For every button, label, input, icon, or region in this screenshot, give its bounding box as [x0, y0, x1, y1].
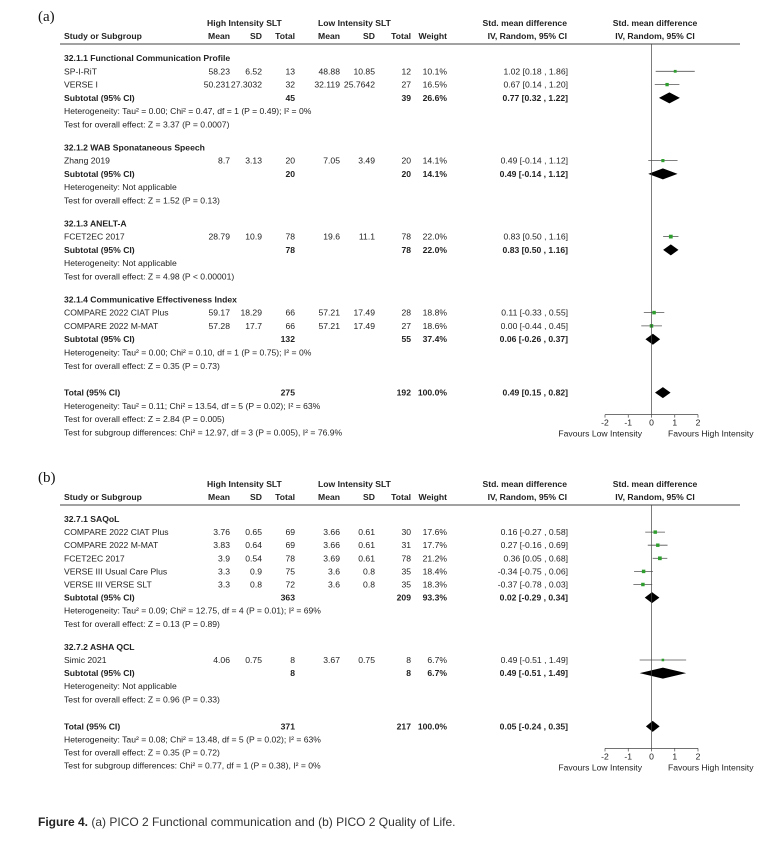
- cell-weight: 10.1%: [422, 66, 447, 77]
- study-square: [654, 530, 657, 533]
- cell-sd-high: 18.29: [240, 307, 262, 318]
- cell-weight: 17.6%: [422, 527, 447, 538]
- favours-low-label: Favours Low Intensity: [558, 762, 642, 773]
- cell-sd-high: 6.52: [245, 66, 262, 77]
- panel-label: (a): [38, 9, 55, 25]
- cell-weight: 18.6%: [422, 320, 447, 331]
- subtotal-diamond: [640, 668, 687, 679]
- cell-mean-low: 3.66: [323, 540, 340, 551]
- subgroup-note: Test for overall effect: Z = 1.52 (P = 0.13): [64, 195, 220, 206]
- cell-mean-low: 48.88: [318, 66, 340, 77]
- cell-mean-high: 50.231: [203, 79, 230, 90]
- subtotal-weight: 93.3%: [422, 592, 447, 603]
- cell-total-high: 13: [285, 66, 295, 77]
- total-weight: 100.0%: [417, 387, 447, 398]
- cell-mean-high: 59.17: [208, 307, 230, 318]
- cell-mean-high: 4.06: [213, 655, 230, 665]
- study-square: [641, 583, 644, 586]
- cell-sd-high: 3.13: [245, 155, 262, 166]
- subgroup-note: Test for overall effect: Z = 0.96 (P = 0.33): [64, 694, 220, 705]
- x-axis-tick-label: -1: [624, 417, 633, 428]
- cell-weight: 17.7%: [422, 540, 447, 551]
- cell-ci: 0.49 [-0.14 , 1.12]: [500, 155, 568, 166]
- cell-sd-low: 3.49: [358, 155, 375, 166]
- header-col: Mean: [318, 31, 340, 41]
- favours-high-label: Favours High Intensity: [668, 762, 754, 773]
- favours-low-label: Favours Low Intensity: [558, 428, 642, 439]
- cell-sd-high: 0.8: [250, 579, 262, 590]
- cell-total-low: 12: [401, 66, 411, 77]
- study-name: VERSE I: [64, 79, 98, 90]
- cell-mean-high: 3.76: [213, 527, 230, 538]
- cell-mean-low: 32.119: [314, 79, 340, 90]
- cell-mean-high: 8.7: [218, 155, 230, 166]
- cell-mean-low: 3.6: [328, 566, 340, 577]
- cell-total-high: 32: [285, 79, 295, 90]
- subgroup-note: Test for overall effect: Z = 3.37 (P = 0.0007): [64, 119, 230, 130]
- cell-ci: 0.16 [-0.27 , 0.58]: [500, 527, 568, 538]
- header-col: Total: [391, 492, 411, 502]
- subgroup-note: Test for overall effect: Z = 4.98 (P < 0.00001): [64, 271, 235, 282]
- cell-ci: 0.36 [0.05 , 0.68]: [503, 553, 568, 564]
- x-axis-tick-label: -2: [601, 417, 609, 428]
- study-name: FCET2EC 2017: [64, 553, 125, 564]
- cell-total-high: 69: [285, 540, 295, 551]
- cell-mean-low: 3.69: [323, 553, 340, 564]
- cell-mean-high: 57.28: [208, 320, 230, 331]
- subgroup-note: Heterogeneity: Not applicable: [64, 258, 177, 269]
- study-name: Simic 2021: [64, 655, 107, 665]
- subtotal-label: Subtotal (95% CI): [64, 92, 135, 103]
- header-col: Weight: [418, 492, 447, 502]
- total-note: Heterogeneity: Tau² = 0.11; Chi² = 13.54, df = 5 (P = 0.02); I² = 63%: [64, 400, 321, 411]
- cell-total-high: 66: [285, 307, 295, 318]
- cell-ci: 0.49 [-0.51 , 1.49]: [500, 655, 568, 665]
- cell-sd-low: 0.61: [358, 553, 375, 564]
- figure-caption: [38, 815, 456, 829]
- study-name: COMPARE 2022 CIAT Plus: [64, 527, 169, 538]
- x-axis-tick-label: 2: [695, 751, 701, 762]
- cell-sd-high: 27.3032: [230, 79, 262, 90]
- cell-weight: 18.3%: [422, 579, 447, 590]
- header-study: Study or Subgroup: [64, 492, 142, 502]
- cell-sd-high: 0.75: [245, 655, 262, 665]
- cell-mean-high: 3.3: [218, 579, 230, 590]
- subtotal-weight: 14.1%: [422, 168, 447, 179]
- cell-ci: -0.34 [-0.75 , 0.06]: [497, 566, 568, 577]
- cell-sd-low: 11.1: [358, 231, 375, 242]
- total-total-high: 275: [280, 387, 295, 398]
- study-name: VERSE III Usual Care Plus: [64, 566, 168, 577]
- subtotal-ci: 0.77 [0.32 , 1.22]: [502, 92, 568, 103]
- header-col: Mean: [208, 31, 230, 41]
- header-study: Study or Subgroup: [64, 31, 142, 41]
- subtotal-total-low: 55: [401, 334, 411, 345]
- total-total-low: 217: [396, 721, 411, 732]
- cell-total-low: 35: [401, 566, 411, 577]
- subtotal-total-low: 78: [401, 244, 411, 255]
- subtotal-weight: 6.7%: [427, 668, 447, 679]
- cell-total-high: 78: [285, 231, 295, 242]
- study-square: [665, 83, 668, 86]
- cell-ci: 0.83 [0.50 , 1.16]: [503, 231, 568, 242]
- study-square: [656, 543, 659, 546]
- cell-sd-high: 17.7: [245, 320, 262, 331]
- subtotal-total-low: 8: [406, 668, 411, 679]
- cell-mean-high: 28.79: [208, 231, 230, 242]
- cell-mean-low: 57.21: [318, 307, 340, 318]
- subtotal-weight: 22.0%: [422, 244, 447, 255]
- cell-sd-low: 0.8: [363, 579, 375, 590]
- subtotal-label: Subtotal (95% CI): [64, 592, 135, 603]
- subgroup-note: Test for overall effect: Z = 0.13 (P = 0.89): [64, 618, 220, 629]
- study-square: [662, 659, 665, 662]
- cell-weight: 6.7%: [427, 655, 447, 665]
- study-square: [658, 556, 662, 560]
- header-high-intensity: High Intensity SLT: [207, 479, 282, 489]
- subtotal-total-low: 20: [401, 168, 411, 179]
- cell-total-low: 20: [401, 155, 411, 166]
- cell-total-low: 28: [401, 307, 411, 318]
- subtotal-total-high: 20: [285, 168, 295, 179]
- subtotal-ci: 0.49 [-0.14 , 1.12]: [499, 168, 568, 179]
- cell-sd-low: 17.49: [353, 320, 375, 331]
- total-diamond: [646, 721, 660, 732]
- subtotal-diamond: [648, 168, 677, 179]
- subtotal-total-high: 78: [285, 244, 295, 255]
- cell-total-high: 8: [290, 655, 295, 665]
- header-col: Weight: [418, 31, 447, 41]
- cell-sd-high: 0.64: [245, 540, 262, 551]
- header-effect: Std. mean difference: [482, 18, 567, 28]
- header-low-intensity: Low Intensity SLT: [318, 18, 391, 28]
- cell-total-low: 35: [401, 579, 411, 590]
- subtotal-ci: 0.02 [-0.29 , 0.34]: [499, 592, 568, 603]
- cell-total-high: 72: [285, 579, 295, 590]
- cell-sd-low: 0.75: [358, 655, 375, 665]
- cell-mean-low: 3.67: [323, 655, 340, 665]
- header-plot: Std. mean difference: [612, 18, 698, 28]
- subgroup-note: Heterogeneity: Not applicable: [64, 681, 177, 692]
- x-axis-tick-label: 1: [672, 751, 678, 762]
- total-note: Test for overall effect: Z = 0.35 (P = 0.72): [64, 747, 220, 758]
- cell-ci: 0.11 [-0.33 , 0.55]: [501, 307, 568, 318]
- cell-mean-low: 19.6: [323, 231, 340, 242]
- subtotal-weight: 37.4%: [422, 334, 447, 345]
- total-note: Heterogeneity: Tau² = 0.08; Chi² = 13.48, df = 5 (P = 0.02); I² = 63%: [64, 734, 321, 745]
- cell-sd-low: 0.8: [363, 566, 375, 577]
- cell-weight: 21.2%: [422, 553, 447, 564]
- subtotal-ci: 0.83 [0.50 , 1.16]: [502, 244, 568, 255]
- header-plot-sub: IV, Random, 95% CI: [615, 492, 695, 502]
- subgroup-title: 32.1.2 WAB Sponataneous Speech: [64, 142, 205, 153]
- subgroup-note: Heterogeneity: Tau² = 0.00; Chi² = 0.47, df = 1 (P = 0.49); I² = 0%: [64, 106, 312, 117]
- subtotal-total-high: 45: [285, 92, 295, 103]
- total-diamond: [655, 387, 671, 398]
- cell-sd-low: 0.61: [358, 527, 375, 538]
- total-weight: 100.0%: [417, 721, 447, 732]
- study-name: SP-I-RiT: [64, 66, 97, 77]
- header-col: Mean: [208, 492, 230, 502]
- header-effect: Std. mean difference: [482, 479, 567, 489]
- header-effect-sub: IV, Random, 95% CI: [487, 31, 567, 41]
- study-name: FCET2EC 2017: [64, 231, 125, 242]
- study-square: [642, 570, 645, 573]
- cell-total-low: 78: [401, 553, 411, 564]
- total-total-high: 371: [280, 721, 295, 732]
- header-plot-sub: IV, Random, 95% CI: [615, 31, 695, 41]
- subtotal-diamond: [645, 334, 660, 345]
- cell-weight: 14.1%: [422, 155, 447, 166]
- header-col: SD: [363, 492, 375, 502]
- study-square: [674, 70, 677, 73]
- header-plot: Std. mean difference: [612, 479, 698, 489]
- header-col: Total: [275, 31, 295, 41]
- cell-mean-high: 58.23: [208, 66, 230, 77]
- subtotal-label: Subtotal (95% CI): [64, 244, 135, 255]
- subtotal-total-high: 132: [280, 334, 295, 345]
- study-name: Zhang 2019: [64, 155, 110, 166]
- cell-ci: 0.67 [0.14 , 1.20]: [503, 79, 568, 90]
- cell-mean-low: 7.05: [323, 155, 340, 166]
- cell-total-low: 27: [401, 320, 411, 331]
- header-high-intensity: High Intensity SLT: [207, 18, 282, 28]
- subgroup-title: 32.1.3 ANELT-A: [64, 218, 127, 229]
- subgroup-title: 32.7.1 SAQoL: [64, 514, 120, 524]
- panel-label: (b): [38, 470, 56, 486]
- cell-weight: 18.4%: [422, 566, 447, 577]
- caption-text: (a) PICO 2 Functional communication and (b) PICO 2 Quality of Life.: [91, 815, 456, 829]
- cell-mean-high: 3.9: [218, 553, 230, 564]
- favours-high-label: Favours High Intensity: [668, 428, 754, 439]
- total-ci: 0.05 [-0.24 , 0.35]: [499, 721, 568, 732]
- study-name: COMPARE 2022 M-MAT: [64, 320, 159, 331]
- cell-total-high: 69: [285, 527, 295, 538]
- study-name: COMPARE 2022 M-MAT: [64, 540, 159, 551]
- total-total-low: 192: [396, 387, 411, 398]
- subtotal-label: Subtotal (95% CI): [64, 668, 135, 679]
- header-effect-sub: IV, Random, 95% CI: [487, 492, 567, 502]
- cell-total-low: 31: [401, 540, 411, 551]
- cell-sd-low: 0.61: [358, 540, 375, 551]
- cell-mean-low: 3.66: [323, 527, 340, 538]
- subtotal-diamond: [645, 592, 660, 603]
- cell-total-high: 78: [285, 553, 295, 564]
- subgroup-note: Heterogeneity: Tau² = 0.09; Chi² = 12.75, df = 4 (P = 0.01); I² = 69%: [64, 605, 321, 616]
- header-col: Mean: [318, 492, 340, 502]
- header-col: Total: [391, 31, 411, 41]
- cell-sd-low: 10.85: [353, 66, 375, 77]
- cell-sd-high: 0.9: [250, 566, 262, 577]
- total-note: Test for subgroup differences: Chi² = 0.77, df = 1 (P = 0.38), I² = 0%: [64, 760, 321, 771]
- subtotal-weight: 26.6%: [422, 92, 447, 103]
- cell-ci: 0.00 [-0.44 , 0.45]: [500, 320, 568, 331]
- cell-sd-high: 0.65: [245, 527, 262, 538]
- subtotal-diamond: [663, 244, 678, 255]
- subgroup-note: Heterogeneity: Not applicable: [64, 182, 177, 193]
- subtotal-total-high: 363: [280, 592, 295, 603]
- cell-sd-low: 17.49: [353, 307, 375, 318]
- header-low-intensity: Low Intensity SLT: [318, 479, 391, 489]
- subgroup-title: 32.1.1 Functional Communication Profile: [64, 53, 231, 63]
- cell-sd-low: 25.7642: [343, 79, 375, 90]
- x-axis-tick-label: 0: [649, 751, 654, 762]
- header-col: SD: [250, 492, 262, 502]
- cell-sd-high: 0.54: [245, 553, 262, 564]
- subtotal-total-high: 8: [290, 668, 295, 679]
- x-axis-tick-label: 2: [695, 417, 701, 428]
- x-axis-tick-label: 1: [672, 417, 678, 428]
- header-col: Total: [275, 492, 295, 502]
- cell-total-high: 66: [285, 320, 295, 331]
- cell-mean-low: 57.21: [318, 320, 340, 331]
- caption-label: Figure 4.: [38, 815, 89, 829]
- subtotal-ci: 0.06 [-0.26 , 0.37]: [499, 334, 568, 345]
- cell-total-high: 75: [285, 566, 295, 577]
- subtotal-total-low: 209: [396, 592, 411, 603]
- cell-total-low: 30: [401, 527, 411, 538]
- total-label: Total (95% CI): [64, 387, 121, 398]
- study-square: [669, 235, 673, 239]
- subtotal-total-low: 39: [401, 92, 411, 103]
- cell-ci: -0.37 [-0.78 , 0.03]: [497, 579, 568, 590]
- total-note: Test for subgroup differences: Chi² = 12.97, df = 3 (P = 0.005), I² = 76.9%: [64, 427, 343, 438]
- total-ci: 0.49 [0.15 , 0.82]: [502, 387, 568, 398]
- cell-mean-low: 3.6: [328, 579, 340, 590]
- study-name: VERSE III VERSE SLT: [64, 579, 152, 590]
- study-name: COMPARE 2022 CIAT Plus: [64, 307, 169, 318]
- cell-weight: 18.8%: [422, 307, 447, 318]
- header-col: SD: [250, 31, 262, 41]
- cell-ci: 0.27 [-0.16 , 0.69]: [500, 540, 568, 551]
- subgroup-title: 32.1.4 Communicative Effectiveness Index: [64, 294, 237, 305]
- cell-ci: 1.02 [0.18 , 1.86]: [503, 66, 568, 77]
- subtotal-label: Subtotal (95% CI): [64, 334, 135, 345]
- cell-sd-high: 10.9: [245, 231, 262, 242]
- subtotal-label: Subtotal (95% CI): [64, 168, 135, 179]
- x-axis-tick-label: 0: [649, 417, 654, 428]
- total-note: Test for overall effect: Z = 2.84 (P = 0.005): [64, 414, 225, 425]
- subtotal-ci: 0.49 [-0.51 , 1.49]: [499, 668, 568, 679]
- cell-weight: 16.5%: [422, 79, 447, 90]
- x-axis-tick-label: -2: [601, 751, 609, 762]
- cell-total-low: 8: [406, 655, 411, 665]
- cell-mean-high: 3.83: [213, 540, 230, 551]
- subgroup-title: 32.7.2 ASHA QCL: [64, 641, 135, 652]
- subgroup-note: Heterogeneity: Tau² = 0.00; Chi² = 0.10, df = 1 (P = 0.75); I² = 0%: [64, 347, 312, 358]
- header-col: SD: [363, 31, 375, 41]
- subtotal-diamond: [659, 92, 680, 103]
- cell-total-low: 78: [401, 231, 411, 242]
- study-square: [652, 311, 656, 315]
- subgroup-note: Test for overall effect: Z = 0.35 (P = 0.73): [64, 360, 220, 371]
- study-square: [661, 159, 664, 162]
- cell-total-low: 27: [401, 79, 411, 90]
- x-axis-tick-label: -1: [624, 751, 633, 762]
- cell-weight: 22.0%: [422, 231, 447, 242]
- cell-mean-high: 3.3: [218, 566, 230, 577]
- cell-total-high: 20: [285, 155, 295, 166]
- total-label: Total (95% CI): [64, 721, 121, 732]
